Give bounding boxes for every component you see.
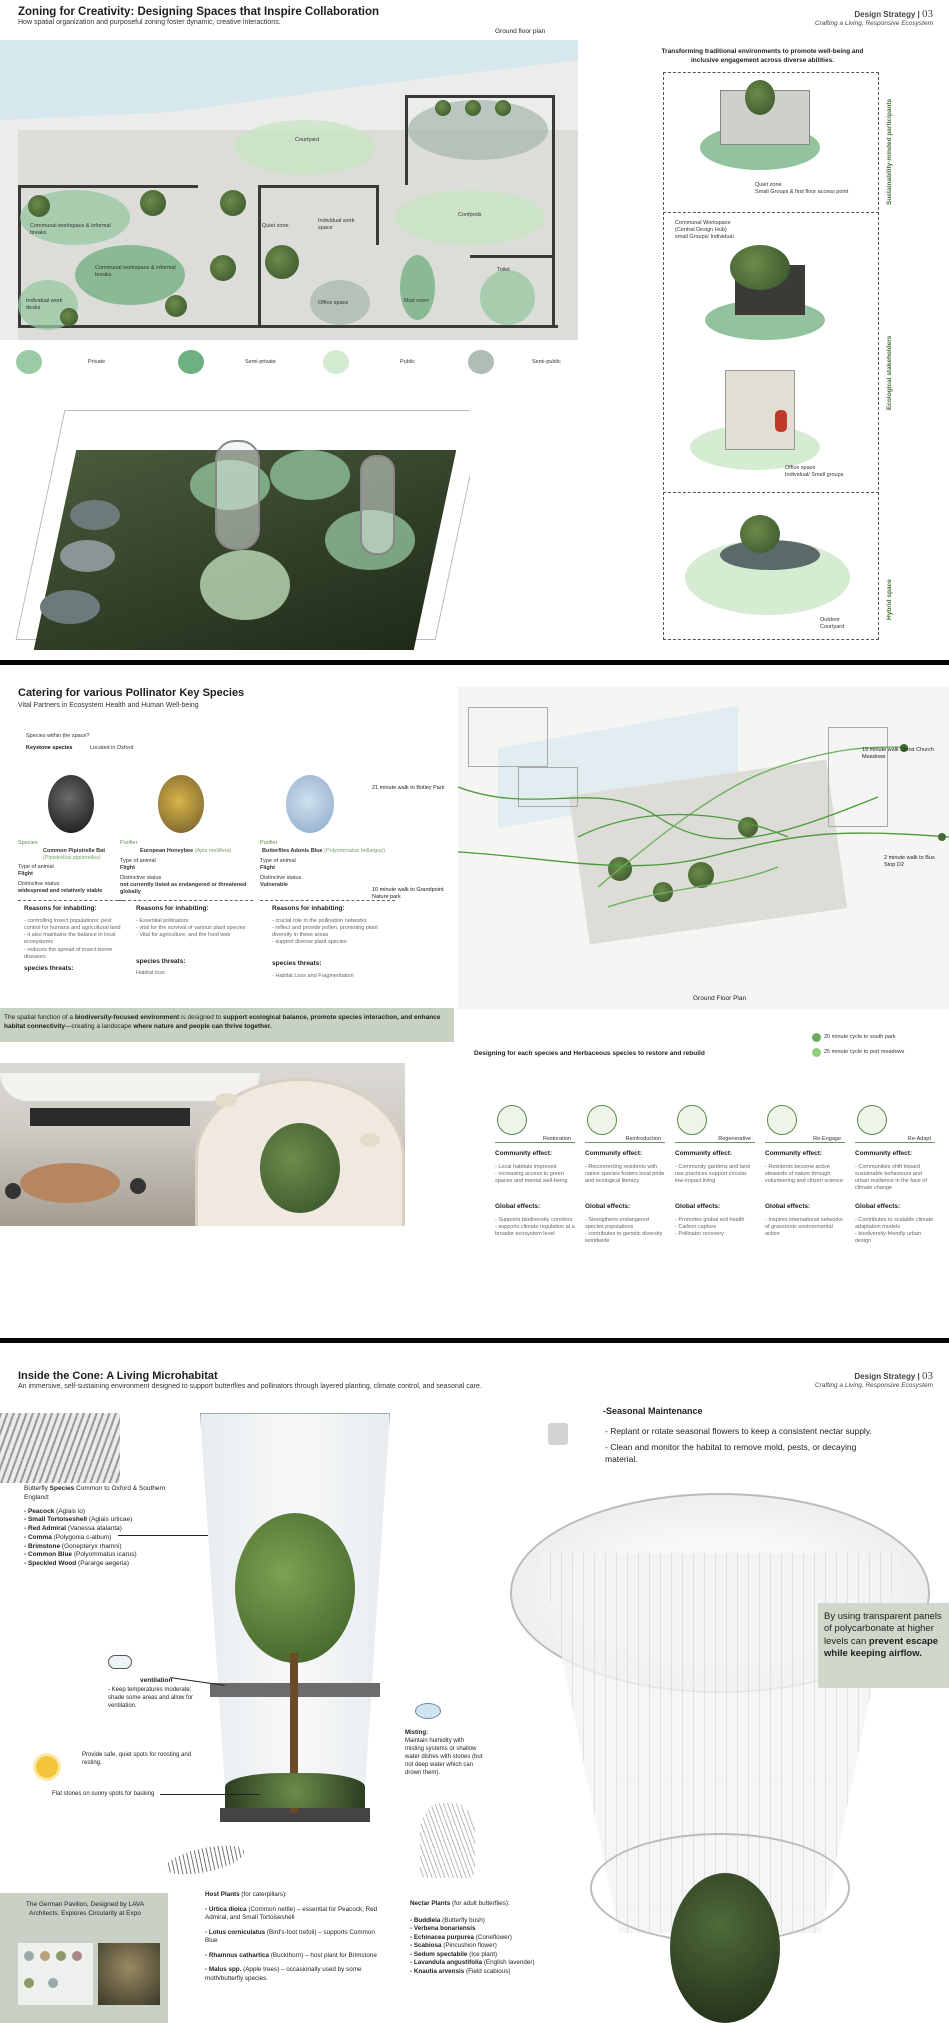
legend-swatch-public xyxy=(323,350,349,374)
butterfly-item-desc: (Pararge aegeria) xyxy=(76,1560,129,1568)
caterpillar-sketch xyxy=(163,1840,246,1880)
card-office xyxy=(690,370,860,485)
butterfly-threats: species threats: xyxy=(272,960,322,967)
keystone-label: Keystone species xyxy=(26,745,73,751)
butterfly-dist-val: Vulnerable xyxy=(260,882,288,888)
nectar-items xyxy=(410,1917,585,1977)
host-plant-item xyxy=(205,1952,385,1961)
strategy-icon xyxy=(587,1105,617,1135)
strategy-community-text: - Residents become active stewards of nature through volunteering and citizen science xyxy=(765,1164,843,1185)
panel3-title: Inside the Cone: A Living Microhabitat xyxy=(18,1370,218,1382)
strategy-icon xyxy=(767,1105,797,1135)
bat-type: Type of animal xyxy=(18,864,54,870)
nectar-plant-item xyxy=(410,1942,585,1951)
cloud-icon xyxy=(108,1655,132,1669)
zone-legend xyxy=(10,350,570,376)
host-title-sub: (for caterpillars): xyxy=(239,1891,287,1898)
misting-text: Maintain humidity with misting systems or shallow water dishes with stones (but not deep water which can drown them). xyxy=(405,1738,483,1777)
host-plant-item xyxy=(205,1966,385,1983)
butterfly-dist: Distinctive status xyxy=(260,875,302,881)
butterfly-item-desc: (Polyommatus icarus) xyxy=(72,1551,137,1559)
honeybee-photo xyxy=(158,775,204,833)
nectar-plant-item-name: - Verbena bonariensis xyxy=(410,1925,476,1932)
butterfly-item-name: - Brimstone xyxy=(24,1542,61,1550)
strategy-community-heading: Community effect: xyxy=(765,1150,823,1157)
zone-courtyard xyxy=(235,120,375,175)
panel1-subtitle: How spatial organization and purposeful zoning foster dynamic, creative interactions. xyxy=(18,19,281,26)
note-botley: 21 minute walk to Botley Park xyxy=(372,785,445,791)
butterfly-item-name: - Small Tortoiseshell xyxy=(24,1516,88,1524)
nectar-plant-item xyxy=(410,1925,585,1934)
polycarb-a: By using transparent panels of polycarbonate at higher levels can xyxy=(824,1611,942,1647)
seasonal-item-1: - Replant or rotate seasonal flowers to keep a consistent nectar supply. xyxy=(605,1426,872,1436)
host-heading xyxy=(205,1891,385,1900)
water-can-icon xyxy=(548,1423,568,1445)
species-question: Species within the space? xyxy=(26,733,90,739)
butterfly-reasons: Reasons for inhabiting: xyxy=(272,905,345,912)
seasonal-item-2: - Clean and monitor the habitat to remove mold, pests, or decaying material. xyxy=(605,1442,857,1464)
legend-public: Public xyxy=(400,359,415,365)
panel1-design-strategy: Design Strategy | 03 xyxy=(854,8,933,20)
strategy-community-text: - Reconnecting residents with native species fosters local pride and ecological literacy xyxy=(585,1164,665,1185)
butterfly-item xyxy=(24,1543,184,1552)
nectar-plants xyxy=(410,1900,585,1976)
strategy-community-text: - Communities shift toward sustainable behaviours and urban resilience in the face of climate change xyxy=(855,1164,927,1192)
butterfly-tag: Purifier xyxy=(260,840,278,846)
band-t4: —creating a landscape xyxy=(65,1022,134,1030)
room-individual: Individual work desks xyxy=(26,298,63,312)
bat-name: Common Pipistrelle Bat xyxy=(43,848,106,854)
strategy-label: Regenerative xyxy=(718,1136,751,1142)
ds-number: 03 xyxy=(922,8,933,20)
overhead-beam xyxy=(0,1413,120,1483)
sun-icon xyxy=(36,1756,58,1778)
butterfly-type-val: Flight xyxy=(260,865,275,871)
marker-bus xyxy=(938,833,946,841)
side-label-hybrid: Hybrid space xyxy=(886,579,893,620)
host-plant-item-name: - Malus spp. xyxy=(205,1966,242,1973)
panel1-title: Zoning for Creativity: Designing Spaces that Inspire Collaboration xyxy=(18,6,380,18)
bat-reasons-text: - controlling insect populations; pest control for humans and agricultural land - it also maintains the balance in local ecosystems - reduces the spread of insect-borne diseases xyxy=(24,918,121,960)
zone-mudroom xyxy=(400,255,435,320)
strategy-global-text: - Promotes global soil health - Carbon capture - Pollinator recovery xyxy=(675,1217,745,1238)
bat-photo xyxy=(48,775,94,833)
band-t5: where nature and people can thrive together. xyxy=(133,1022,272,1030)
panel1-ds-sub: Crafting a Living, Responsive Ecosystem xyxy=(814,20,933,27)
butterfly-item xyxy=(24,1551,184,1560)
honeybee-reasons: Reasons for inhabiting: xyxy=(136,905,209,912)
nectar-plant-item-name: - Sedum spectabile xyxy=(410,1950,468,1958)
butterfly-item-name: - Red Admiral xyxy=(24,1525,67,1533)
butterfly-item-name: - Common Blue xyxy=(24,1551,73,1559)
honeybee-type-val: Flight xyxy=(120,865,135,871)
butterfly-list xyxy=(24,1485,184,1569)
polycarbonate-note xyxy=(818,1603,949,1688)
sun-text: Provide safe, quiet spots for roosting and resting. xyxy=(82,1752,192,1767)
nectar-plant-item xyxy=(410,1959,585,1968)
misting-block xyxy=(405,1729,483,1778)
bat-reasons: Reasons for inhabiting: xyxy=(24,905,97,912)
zone-toilet xyxy=(480,270,535,325)
pavilion-box xyxy=(0,1893,168,2023)
bat-type-val: Flight xyxy=(18,871,33,877)
pavilion-photo-2 xyxy=(98,1943,160,2005)
panel3-subtitle: An immersive, self-sustaining environment designed to support butterflies and pollinators through layered planting, climate control, and seasonal care. xyxy=(18,1383,482,1390)
honeybee-threats: species threats: xyxy=(136,958,186,965)
bat-tag: Species xyxy=(18,840,38,846)
panel-zoning xyxy=(0,0,949,660)
nectar-plant-item-desc: (English lavender) xyxy=(482,1959,535,1966)
ds-title: Design Strategy xyxy=(854,1372,916,1381)
band-t3: support ecological balance, promote species interaction, and enhance habitat connectivity xyxy=(4,1014,441,1030)
band-text xyxy=(4,1014,450,1032)
host-plant-item-name: - Lotus corniculatus xyxy=(205,1928,266,1936)
note-bus: 2 minute walk to Bus Stop D2 xyxy=(884,855,935,869)
nectar-title-sub: (for adult butterflies): xyxy=(450,1900,510,1907)
legend-swatch-semi-public xyxy=(468,350,494,374)
strategy-global-text: - Strengthens endangered species populations - contributes to genetic diversity worldwide xyxy=(585,1217,663,1245)
butterfly-heading xyxy=(24,1485,184,1503)
room-individual-work: Individual work space xyxy=(318,218,355,232)
room-mudroom: Mud room xyxy=(404,298,429,304)
side-label-sustainability: Sustainability-minded participants xyxy=(886,98,893,205)
panel3-design-strategy: Design Strategy | 03 xyxy=(854,1370,933,1382)
band-t0: The spatial function of a xyxy=(4,1014,75,1021)
card-quiet-zone xyxy=(690,80,860,205)
room-office: Office space xyxy=(318,300,349,306)
host-plant-item-name: - Urtica dioica xyxy=(205,1905,247,1913)
host-plant-item-desc: (Apple trees) – occasionally used by some moth/butterfly species. xyxy=(205,1966,362,1982)
located-label: Located in Oxford xyxy=(90,745,134,751)
walk-routes xyxy=(458,687,949,1009)
plant-sketch xyxy=(420,1803,475,1878)
butterfly-reasons-text: - crucial role in the pollination networks - reflect and provide pollen, promoting plant diversity in these areas - support diverse plant species xyxy=(272,918,378,946)
perspective-render xyxy=(0,390,470,660)
honeybee-reasons-text: - Essential pollinators - vital for the survival of various plant species - Vital for agriculture, and the food web xyxy=(136,918,246,939)
card-communal-caption: Communal Workspace (Central Design Hub) small Groups/ Individual xyxy=(675,220,734,241)
card-courtyard-caption: Outdoor Courtyard xyxy=(820,617,845,631)
band-t1: biodiversity-focused environment xyxy=(74,1014,180,1021)
card-quiet-caption: Quiet zone Small Groups & first floor access point xyxy=(755,182,849,196)
nectar-plant-item-name: - Lavandula angustifolia xyxy=(410,1959,483,1966)
strategy-label: Re-Engage xyxy=(813,1136,841,1142)
strategy-global-heading: Global effects: xyxy=(765,1203,811,1210)
bat-dist-val: widespread and relatively stable xyxy=(18,888,103,894)
strategy-community-heading: Community effect: xyxy=(855,1150,913,1157)
honeybee-threats-text: Habitat loss xyxy=(136,970,165,976)
strategy-icon xyxy=(497,1105,527,1135)
host-title: Host Plants xyxy=(205,1891,240,1898)
bat-dist: Distinctive status xyxy=(18,881,60,887)
room-confpods: Confpods xyxy=(458,212,482,218)
host-plant-item-desc: (Buckthorn) – host plant for Brimstone xyxy=(269,1951,377,1959)
nectar-plant-item-name: - Buddleia xyxy=(410,1916,441,1924)
butterfly-latin: (Polyommatus bellargus) xyxy=(324,848,385,854)
honeybee-name: European Honeybee xyxy=(140,848,194,854)
nectar-plant-item-desc: (Coneflower) xyxy=(474,1933,512,1941)
panel-cone xyxy=(0,1343,949,2023)
panel3-ds-sub: Crafting a Living, Responsive Ecosystem xyxy=(814,1382,933,1389)
butterfly-item-name: - Peacock xyxy=(24,1507,55,1515)
butterfly-photo xyxy=(286,775,334,833)
room-communal-2: Communal workspace & informal breaks xyxy=(95,265,176,279)
nectar-plant-item xyxy=(410,1917,585,1926)
restore-heading: Designing for each species and Herbaceous species to restore and rebuild xyxy=(474,1050,705,1057)
nectar-plant-item xyxy=(410,1934,585,1943)
nectar-plant-item xyxy=(410,1968,585,1977)
strategy-community-text: - Community gardens and land use practices support circular low-impact living xyxy=(675,1164,751,1185)
seasonal-list xyxy=(605,1426,885,1465)
polycarb-b: prevent escape while keeping airflow. xyxy=(824,1635,939,1660)
bh-a: Butterfly xyxy=(24,1485,50,1492)
strategy-community-heading: Community effect: xyxy=(495,1150,553,1157)
strategy-community-heading: Community effect: xyxy=(675,1150,733,1157)
strategy-label: Reintroduction xyxy=(625,1136,661,1142)
strategy-global-text: - Supports biodiversity corridors - supports climate regulation at a broader ecosystem level xyxy=(495,1217,575,1238)
legend-private: Private xyxy=(88,359,106,365)
map-legend-1-text: 20 minute cycle to south park xyxy=(824,1034,896,1040)
strategy-label: Restoration xyxy=(542,1136,571,1142)
card-communal xyxy=(675,220,865,350)
host-plant-item-name: - Rhamnus cathartica xyxy=(205,1951,270,1959)
strategy-icon xyxy=(677,1105,707,1135)
butterfly-threats-text: - Habitat Loss and Fragmentation xyxy=(272,973,354,979)
strategy-row xyxy=(495,1105,945,1335)
honeybee-name-line xyxy=(140,848,231,855)
host-plants xyxy=(205,1891,385,1989)
right-heading: Transforming traditional environments to promote well-being and inclusive engagement across diverse abilities. xyxy=(661,48,864,64)
seasonal-title: -Seasonal Maintenance xyxy=(603,1406,703,1416)
nectar-plant-item-desc: (Field scabious) xyxy=(464,1967,511,1975)
honeybee-latin: (Apis mellifera) xyxy=(194,848,232,854)
honeybee-type: Type of animal xyxy=(120,858,156,864)
ds-number: 03 xyxy=(922,1370,933,1382)
host-plant-item xyxy=(205,1906,385,1923)
nectar-title: Nectar Plants xyxy=(410,1900,451,1907)
host-plant-item-desc: (Bird's-foot trefoil) – supports Common Blue xyxy=(205,1928,375,1944)
butterfly-item-name: - Comma xyxy=(24,1533,52,1541)
note-christ-church: 19 minute walk Christ Church Meadows xyxy=(862,747,934,761)
host-plant-item xyxy=(205,1929,385,1946)
butterfly-item-desc: (Aglais io) xyxy=(54,1507,86,1515)
bh-c: Common to Oxford & Southern England: xyxy=(24,1485,166,1501)
map-legend-2-text: 25 minute cycle to port meadows xyxy=(824,1049,905,1055)
room-courtyard: Courtyard xyxy=(295,137,320,143)
butterfly-type: Type of animal xyxy=(260,858,296,864)
pavilion-photo-1 xyxy=(18,1943,93,2005)
nectar-plant-item-desc: (Pincushion flower) xyxy=(441,1942,497,1949)
strategy-global-heading: Global effects: xyxy=(675,1203,721,1210)
nectar-plant-item-desc: (Ice plant) xyxy=(467,1950,498,1958)
map-label: Ground Floor Plan xyxy=(693,995,747,1002)
honeybee-dist: Distinctive status xyxy=(120,875,162,881)
honeybee-dist-val: not currently listed as endangered or threatened globally xyxy=(120,882,247,896)
nectar-heading xyxy=(410,1900,585,1909)
strategy-global-heading: Global effects: xyxy=(585,1203,631,1210)
butterfly-item-desc: (Gonepteryx rhamni) xyxy=(60,1542,122,1550)
strategy-community-text: - Local habitats improved - increasing access to green spaces and mental well-being xyxy=(495,1164,568,1185)
water-dish-icon xyxy=(415,1703,441,1719)
note-grandpoint: 10 minute walk to Grandpoint Nature park xyxy=(372,887,444,901)
strategy-community-heading: Community effect: xyxy=(585,1150,643,1157)
room-toilet: Toilet xyxy=(497,267,510,273)
band-t2: is designed to xyxy=(179,1014,223,1021)
card-office-caption: Office space Individual/ Small groups xyxy=(785,465,844,479)
room-communal-1: Communal workspace & informal breaks xyxy=(30,223,111,237)
butterfly-item-name: - Speckled Wood xyxy=(24,1560,77,1568)
nectar-plant-item-name: - Scabiosa xyxy=(410,1942,442,1949)
host-plant-item-desc: (Common nettle) – essential for Peacock, Red Admiral, and Small Tortoiseshell xyxy=(205,1905,378,1921)
legend-swatch-private xyxy=(16,350,42,374)
butterfly-name: Butterflies Adonis Blue xyxy=(262,848,323,854)
nectar-plant-item-desc: (Butterfly bush) xyxy=(440,1916,485,1924)
butterfly-item-desc: (Aglais urticae) xyxy=(87,1516,133,1524)
misting-title: Misting: xyxy=(405,1730,428,1736)
strategy-global-heading: Global effects: xyxy=(855,1203,901,1210)
panel2-subtitle: Vital Partners in Ecosystem Health and Human Well-being xyxy=(18,702,199,709)
honeybee-tag: Purifier xyxy=(120,840,138,846)
side-label-ecological: Ecological stakeholders xyxy=(886,335,893,410)
butterfly-item-desc: (Polygonia c-album) xyxy=(51,1533,112,1541)
nectar-plant-item-name: - Echinacea purpurea xyxy=(410,1933,475,1941)
panel-pollinators xyxy=(0,665,949,1338)
butterfly-item xyxy=(24,1560,184,1569)
stones-text: Flat stones on sunny spots for basking xyxy=(52,1791,155,1797)
site-map xyxy=(458,687,949,1009)
butterfly-item xyxy=(24,1508,184,1517)
butterfly-name-line xyxy=(262,848,402,855)
plan-label: Ground floor plan xyxy=(495,28,546,35)
ventilation-text: - Keep temperatures moderate; shade some areas and allow for ventilation. xyxy=(108,1687,194,1710)
strategy-global-text: - Contributes to scalable climate adaptation models - biodiversity-friendly urban design xyxy=(855,1217,934,1245)
ventilation-title: ventilation xyxy=(140,1677,173,1684)
host-items xyxy=(205,1906,385,1984)
butterfly-item xyxy=(24,1525,184,1534)
interior-render xyxy=(0,1063,405,1226)
butterfly-items xyxy=(24,1508,184,1569)
butterfly-item-desc: (Vanessa atalanta) xyxy=(66,1525,122,1533)
bat-threats: species threats: xyxy=(24,965,74,972)
strategy-global-text: - Inspires international networks of grassroots environmental action xyxy=(765,1217,843,1238)
strategy-global-heading: Global effects: xyxy=(495,1203,541,1210)
legend-semi-public: Semi-public xyxy=(532,359,561,365)
butterfly-item xyxy=(24,1516,184,1525)
legend-semi-private: Semi-private xyxy=(245,359,276,365)
legend-swatch-semi-private xyxy=(178,350,204,374)
bat-latin: (Pipistrellus pipistrellus) xyxy=(43,855,101,861)
cone-elevation xyxy=(200,1413,390,1843)
strategy-label: Re-Adapt xyxy=(907,1136,931,1142)
panel2-title: Catering for various Pollinator Key Species xyxy=(18,687,245,699)
nectar-plant-item xyxy=(410,1951,585,1960)
room-quiet: Quiet zone xyxy=(262,223,289,229)
card-courtyard xyxy=(685,505,865,630)
ground-floor-plan xyxy=(0,40,578,340)
bh-b: Species xyxy=(49,1485,75,1492)
pavilion-text: The German Pavilion, Designed by LAVA Architects, Explores Circularity at Expo xyxy=(25,1901,145,1917)
nectar-plant-item-name: - Knautia arvensis xyxy=(410,1967,465,1975)
ds-title: Design Strategy xyxy=(854,10,916,19)
strategy-icon xyxy=(857,1105,887,1135)
